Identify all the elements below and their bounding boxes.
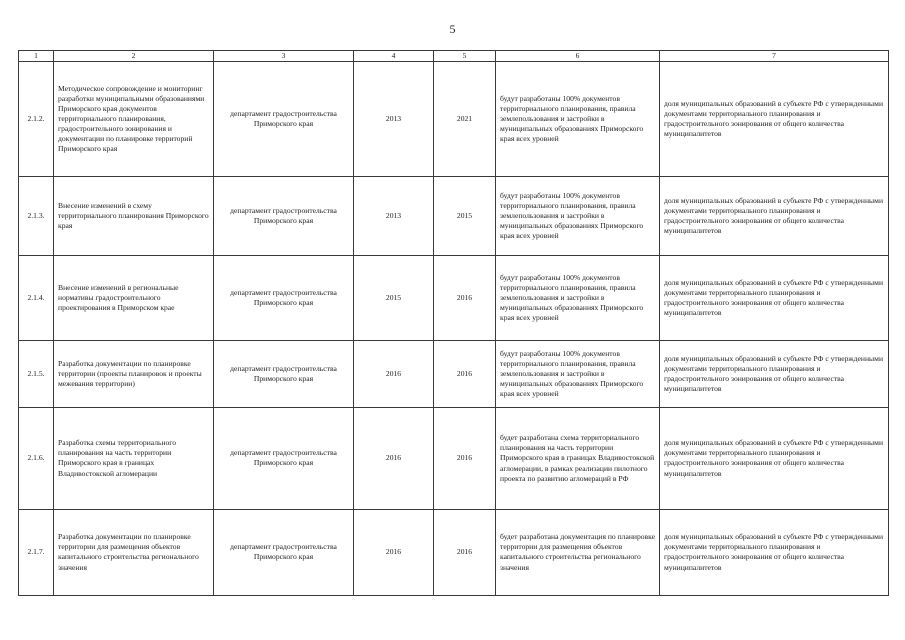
executor-cell: департамент градостроительства Приморского края [214, 509, 354, 595]
row-number: 2.1.7. [19, 509, 54, 595]
row-number: 2.1.2. [19, 61, 54, 176]
end-year-cell: 2016 [434, 509, 496, 595]
program-table [18, 50, 889, 596]
end-year-cell: 2016 [434, 407, 496, 509]
row-number: 2.1.3. [19, 176, 54, 255]
column-header: 6 [496, 51, 660, 62]
column-header: 1 [19, 51, 54, 62]
activity-cell: Методическое сопровождение и мониторинг разработки муниципальными образованиями Приморского края документов территориального планирования, градостроительного зонирования и документации по планировке территорий Приморского края [54, 61, 214, 176]
result-cell: будет разработана документация по планировке территории для размещения объектов капитального строительства регионального значения [496, 509, 660, 595]
result-cell: будет разработана схема территориального планирования на часть территории Приморского края в границах Владивостокской агломерации, в рамках реализации пилотного проекта по развитию агломераций в РФ [496, 407, 660, 509]
activity-cell: Разработка схемы территориального планирования на часть территории Приморского края в границах Владивостокской агломерации [54, 407, 214, 509]
result-cell: будут разработаны 100% документов территориального планирования, правила землепользования и застройки в муниципальных образованиях Приморского края всех уровней [496, 61, 660, 176]
indicator-cell: доля муниципальных образований в субъекте РФ с утвержденными документами территориального планирования и градостроительного зонирования от общего количества муниципалитетов [660, 340, 889, 407]
end-year-cell: 2016 [434, 255, 496, 340]
column-header: 4 [354, 51, 434, 62]
result-cell: будут разработаны 100% документов территориального планирования, правила землепользования и застройки в муниципальных образованиях Приморского края всех уровней [496, 176, 660, 255]
column-header: 7 [660, 51, 889, 62]
result-cell: будут разработаны 100% документов территориального планирования, правила землепользования и застройки в муниципальных образованиях Приморского края всех уровней [496, 255, 660, 340]
column-header: 2 [54, 51, 214, 62]
row-number: 2.1.6. [19, 407, 54, 509]
column-header: 3 [214, 51, 354, 62]
result-cell: будут разработаны 100% документов территориального планирования, правила землепользования и застройки в муниципальных образованиях Приморского края всех уровней [496, 340, 660, 407]
column-header: 5 [434, 51, 496, 62]
indicator-cell: доля муниципальных образований в субъекте РФ с утвержденными документами территориального планирования и градостроительного зонирования от общего количества муниципалитетов [660, 509, 889, 595]
indicator-cell: доля муниципальных образований в субъекте РФ с утвержденными документами территориального планирования и градостроительного зонирования от общего количества муниципалитетов [660, 407, 889, 509]
activity-cell: Внесение изменений в региональные нормативы градостроительного проектирования в Приморском крае [54, 255, 214, 340]
page-number: 5 [449, 22, 456, 36]
start-year-cell: 2013 [354, 176, 434, 255]
table-row [19, 407, 889, 509]
executor-cell: департамент градостроительства Приморского края [214, 340, 354, 407]
row-number: 2.1.4. [19, 255, 54, 340]
table-row [19, 340, 889, 407]
table-row [19, 61, 889, 176]
start-year-cell: 2016 [354, 340, 434, 407]
indicator-cell: доля муниципальных образований в субъекте РФ с утвержденными документами территориального планирования и градостроительного зонирования от общего количества муниципалитетов [660, 61, 889, 176]
activity-cell: Разработка документации по планировке территории для размещения объектов капитального строительства регионального значения [54, 509, 214, 595]
table-row [19, 509, 889, 595]
executor-cell: департамент градостроительства Приморского края [214, 407, 354, 509]
table-row [19, 255, 889, 340]
end-year-cell: 2021 [434, 61, 496, 176]
start-year-cell: 2013 [354, 61, 434, 176]
table-row [19, 176, 889, 255]
activity-cell: Разработка документации по планировке территории (проекты планировок и проекты межевания территории) [54, 340, 214, 407]
start-year-cell: 2015 [354, 255, 434, 340]
executor-cell: департамент градостроительства Приморского края [214, 61, 354, 176]
start-year-cell: 2016 [354, 509, 434, 595]
end-year-cell: 2016 [434, 340, 496, 407]
end-year-cell: 2015 [434, 176, 496, 255]
start-year-cell: 2016 [354, 407, 434, 509]
row-number: 2.1.5. [19, 340, 54, 407]
activity-cell: Внесение изменений в схему территориального планирования Приморского края [54, 176, 214, 255]
indicator-cell: доля муниципальных образований в субъекте РФ с утвержденными документами территориального планирования и градостроительного зонирования от общего количества муниципалитетов [660, 255, 889, 340]
indicator-cell: доля муниципальных образований в субъекте РФ с утвержденными документами территориального планирования и градостроительного зонирования от общего количества муниципалитетов [660, 176, 889, 255]
executor-cell: департамент градостроительства Приморского края [214, 255, 354, 340]
header-row [19, 51, 889, 62]
executor-cell: департамент градостроительства Приморского края [214, 176, 354, 255]
